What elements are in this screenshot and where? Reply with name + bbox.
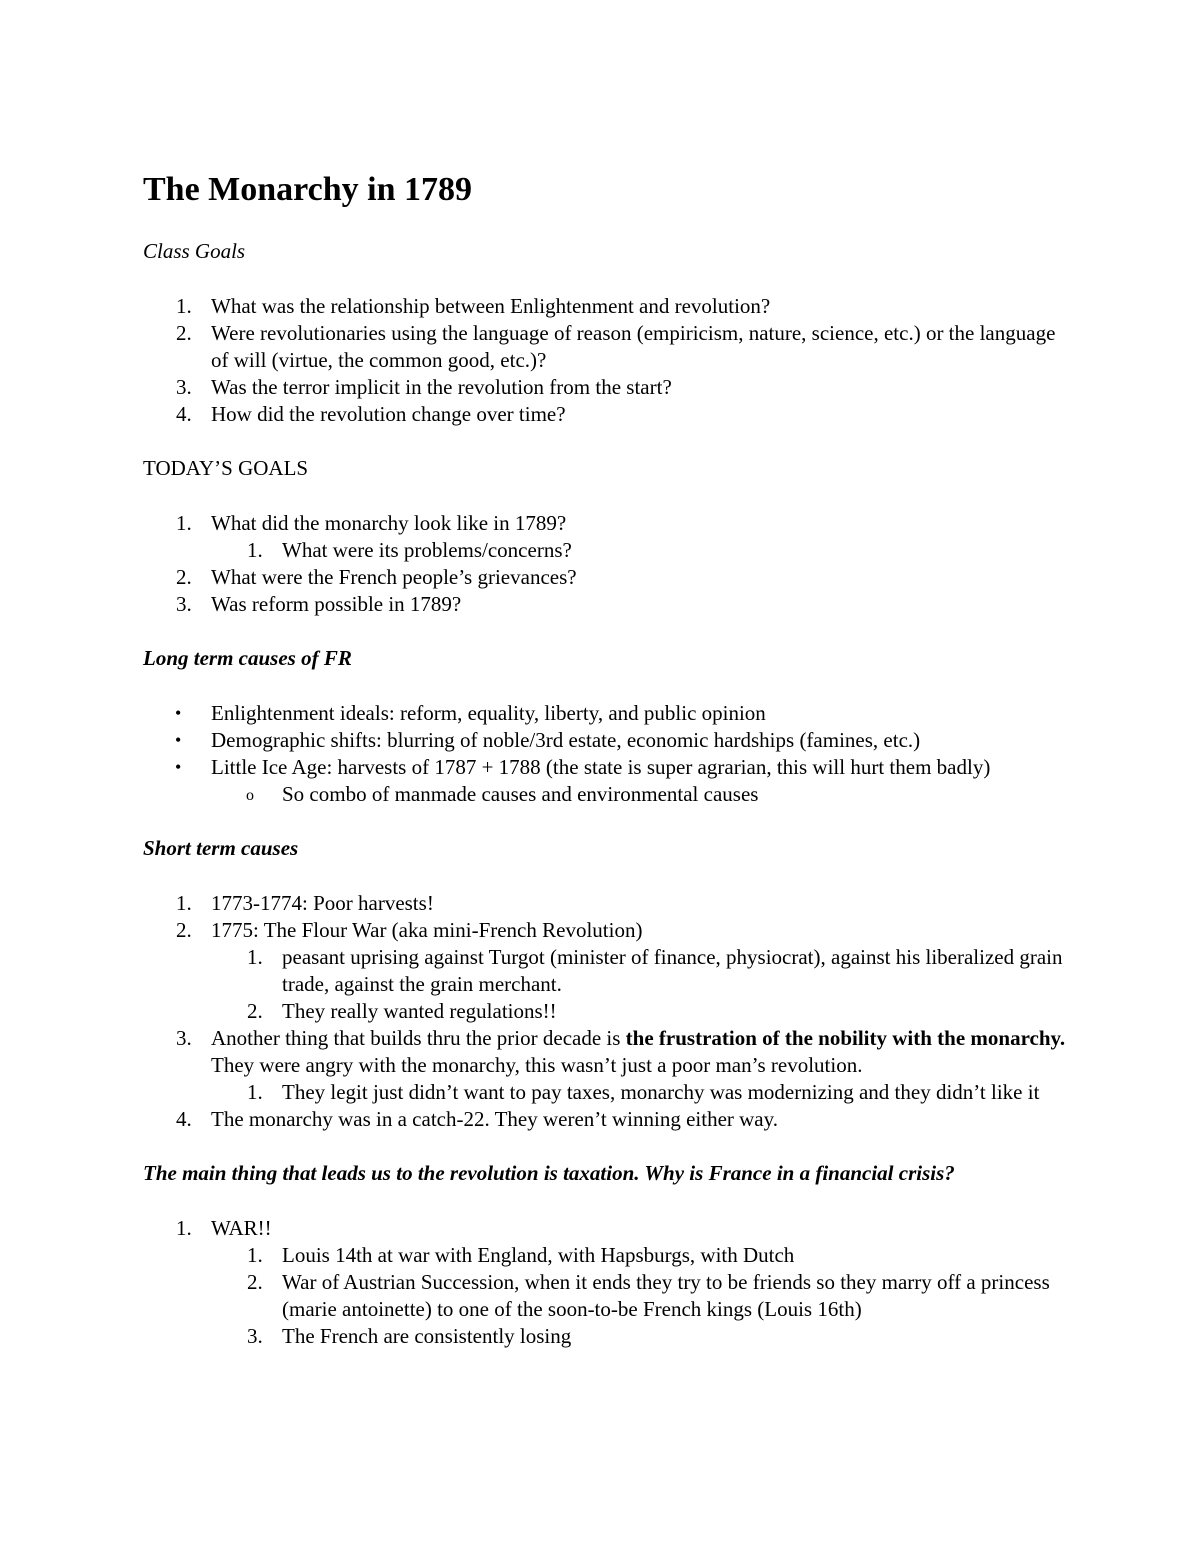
list-item-text: What were the French people’s grievances? — [211, 565, 577, 589]
list-item — [143, 754, 1073, 781]
list-marker: 1. — [176, 294, 192, 318]
list-item-text: What were its problems/concerns? — [282, 538, 572, 562]
list-item — [143, 727, 1073, 754]
financial-crisis-list — [143, 1215, 1073, 1350]
list-marker: 2. — [176, 321, 192, 345]
list-item-text: Enlightenment ideals: reform, equality, liberty, and public opinion — [211, 701, 766, 725]
list-item-text: Louis 14th at war with England, with Hapsburgs, with Dutch — [282, 1243, 795, 1267]
list-item-text: War of Austrian Succession, when it ends they try to be friends so they marry off a princess (marie antoinette) to one of the soon-to-be French kings (Louis 16th) — [282, 1270, 1050, 1321]
list-item — [143, 1106, 1073, 1133]
long-term-causes-list — [143, 700, 1073, 808]
list-item-text: Was reform possible in 1789? — [211, 592, 462, 616]
circle-bullet-icon: o — [246, 787, 254, 804]
list-subitem — [143, 1269, 1073, 1323]
page-title: The Monarchy in 1789 — [143, 171, 473, 208]
list-subitem — [143, 781, 1073, 808]
class-goals-list — [143, 293, 1073, 428]
class-goals-heading: Class Goals — [143, 239, 246, 263]
list-subitem — [143, 944, 1073, 998]
list-item-text: Was the terror implicit in the revolution from the start? — [211, 375, 672, 399]
list-marker: 3. — [247, 1324, 263, 1348]
list-marker: 1. — [247, 1243, 263, 1267]
list-item — [143, 1215, 1073, 1242]
list-item-text: Demographic shifts: blurring of noble/3rd estate, economic hardships (famines, etc.) — [211, 728, 921, 752]
list-subitem — [143, 1079, 1073, 1106]
list-item-text: They really wanted regulations!! — [282, 999, 557, 1023]
short-term-causes-heading: Short term causes — [143, 836, 299, 860]
short-term-causes-list — [143, 890, 1073, 1133]
todays-goals-list — [143, 510, 1073, 618]
list-item-text: How did the revolution change over time? — [211, 402, 566, 426]
list-item — [143, 293, 1073, 320]
list-marker: 1. — [176, 1216, 192, 1240]
list-item-text — [211, 1026, 1065, 1077]
emphasis-text: the frustration of the nobility with the monarchy. — [625, 1026, 1066, 1050]
list-subitem — [143, 1242, 1073, 1269]
list-marker: 2. — [176, 918, 192, 942]
list-marker: 4. — [176, 1107, 192, 1131]
list-item — [143, 917, 1073, 944]
list-subitem — [143, 998, 1073, 1025]
long-term-causes-heading: Long term causes of FR — [143, 646, 352, 670]
list-item-text: So combo of manmade causes and environmental causes — [282, 782, 759, 806]
list-marker: 1. — [247, 538, 263, 562]
list-marker: 4. — [176, 402, 192, 426]
list-item-text: 1775: The Flour War (aka mini-French Revolution) — [211, 918, 643, 942]
list-item-text-part: Another thing that builds thru the prior decade is — [211, 1026, 626, 1050]
list-subitem — [143, 1323, 1073, 1350]
list-item-text: 1773-1774: Poor harvests! — [211, 891, 434, 915]
list-marker: 1. — [247, 945, 263, 969]
list-item-text: They legit just didn’t want to pay taxes, monarchy was modernizing and they didn’t like it — [282, 1080, 1040, 1104]
bullet-icon: • — [175, 757, 182, 777]
list-marker: 1. — [176, 511, 192, 535]
list-item — [143, 564, 1073, 591]
list-item-text: What was the relationship between Enlightenment and revolution? — [211, 294, 771, 318]
list-item-text: Were revolutionaries using the language of reason (empiricism, nature, science, etc.) or the language of will (virtue, the common good, etc.)? — [211, 321, 1056, 372]
list-item-text: The French are consistently losing — [282, 1324, 572, 1348]
document-content — [143, 168, 1073, 1377]
list-item-text: WAR!! — [211, 1216, 272, 1240]
bullet-icon: • — [175, 730, 182, 750]
list-marker: 2. — [176, 565, 192, 589]
list-marker: 1. — [247, 1080, 263, 1104]
list-item-text: peasant uprising against Turgot (minister of finance, physiocrat), against his liberalized grain trade, against the grain merchant. — [282, 945, 1063, 996]
list-marker: 2. — [247, 999, 263, 1023]
list-item — [143, 700, 1073, 727]
list-item — [143, 1025, 1073, 1079]
bullet-icon: • — [175, 703, 182, 723]
list-subitem — [143, 537, 1073, 564]
list-marker: 3. — [176, 375, 192, 399]
list-item-text-part: They were angry with the monarchy, this wasn’t just a poor man’s revolution. — [211, 1053, 863, 1077]
list-item-text: The monarchy was in a catch-22. They weren’t winning either way. — [211, 1107, 778, 1131]
list-item-text: What did the monarchy look like in 1789? — [211, 511, 567, 535]
todays-goals-heading: TODAY’S GOALS — [143, 456, 309, 480]
list-item — [143, 374, 1073, 401]
list-item — [143, 591, 1073, 618]
list-item — [143, 890, 1073, 917]
list-marker: 1. — [176, 891, 192, 915]
list-marker: 2. — [247, 1270, 263, 1294]
list-item — [143, 320, 1073, 374]
list-marker: 3. — [176, 1026, 192, 1050]
list-item-text: Little Ice Age: harvests of 1787 + 1788 (the state is super agrarian, this will hurt them badly) — [211, 755, 991, 779]
financial-crisis-heading: The main thing that leads us to the revolution is taxation. Why is France in a financial crisis? — [143, 1161, 955, 1185]
list-item — [143, 401, 1073, 428]
list-item — [143, 510, 1073, 537]
list-marker: 3. — [176, 592, 192, 616]
